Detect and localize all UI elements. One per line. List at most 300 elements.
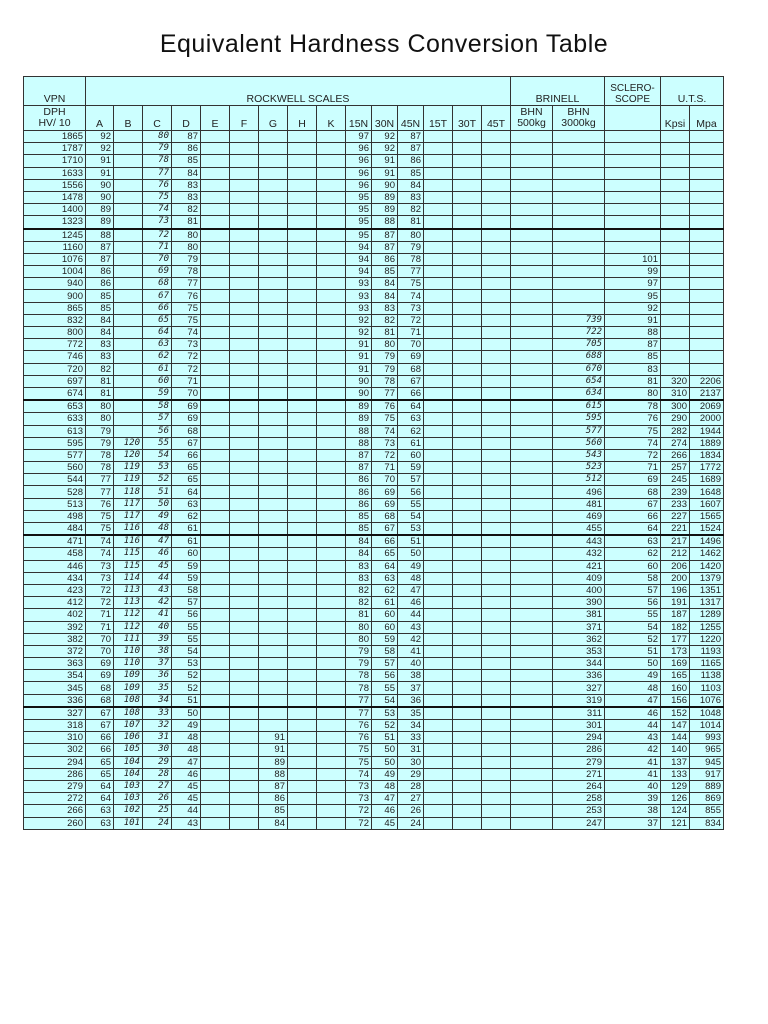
table-cell: 1565 [690, 510, 724, 522]
table-row [24, 375, 724, 387]
table-cell: 301 [553, 720, 605, 732]
table-cell [230, 216, 259, 229]
page-title: Equivalent Hardness Conversion Table [159, 30, 609, 58]
table-row [24, 437, 724, 449]
header-col-c: C [143, 106, 172, 131]
table-cell [690, 302, 724, 314]
table-cell [482, 584, 511, 596]
table-cell [482, 658, 511, 670]
table-cell [661, 179, 690, 191]
table-cell [259, 278, 288, 290]
table-cell [230, 437, 259, 449]
table-cell: 69 [86, 658, 114, 670]
table-cell: 37 [143, 658, 172, 670]
table-cell: 66 [398, 387, 424, 400]
table-cell [288, 131, 317, 143]
table-cell [424, 216, 453, 229]
table-cell [259, 241, 288, 253]
table-cell: 49 [172, 720, 201, 732]
table-cell: 35 [143, 682, 172, 694]
table-cell: 91 [372, 155, 398, 167]
table-cell: 80 [605, 387, 661, 400]
table-cell: 110 [114, 658, 143, 670]
table-cell [511, 216, 553, 229]
table-cell: 67 [398, 375, 424, 387]
table-cell: 1076 [24, 253, 86, 265]
table-cell: 106 [114, 732, 143, 744]
table-cell [482, 327, 511, 339]
table-cell [230, 548, 259, 560]
table-cell [230, 241, 259, 253]
table-cell [259, 413, 288, 425]
table-row [24, 572, 724, 584]
table-cell: 73 [86, 560, 114, 572]
table-cell: 65 [372, 548, 398, 560]
table-cell [201, 363, 230, 375]
table-cell: 152 [661, 707, 690, 720]
table-cell: 484 [24, 523, 86, 536]
table-cell: 42 [398, 633, 424, 645]
table-cell: 59 [172, 560, 201, 572]
table-cell: 697 [24, 375, 86, 387]
table-cell: 53 [172, 658, 201, 670]
header-col-15n: 15N [346, 106, 372, 131]
table-cell [317, 707, 346, 720]
table-cell: 88 [346, 425, 372, 437]
table-cell: 239 [661, 486, 690, 498]
table-cell [201, 167, 230, 179]
table-cell [288, 375, 317, 387]
table-cell: 48 [605, 682, 661, 694]
table-cell: 75 [346, 756, 372, 768]
table-cell: 118 [114, 486, 143, 498]
table-cell: 62 [605, 548, 661, 560]
table-cell [605, 131, 661, 143]
table-cell: 82 [398, 204, 424, 216]
table-cell: 129 [661, 780, 690, 792]
table-cell: 51 [143, 486, 172, 498]
table-cell [114, 314, 143, 326]
table-cell [511, 462, 553, 474]
table-cell [690, 339, 724, 351]
table-cell [201, 278, 230, 290]
table-cell: 32 [143, 720, 172, 732]
table-cell: 90 [346, 375, 372, 387]
table-cell [424, 351, 453, 363]
table-cell [201, 302, 230, 314]
table-cell [201, 548, 230, 560]
table-cell [259, 597, 288, 609]
table-cell [230, 535, 259, 548]
table-cell: 24 [143, 817, 172, 829]
table-cell: 61 [372, 597, 398, 609]
table-cell: 64 [86, 780, 114, 792]
table-cell [230, 204, 259, 216]
table-cell [605, 155, 661, 167]
table-cell: 1462 [690, 548, 724, 560]
table-cell: 64 [143, 327, 172, 339]
table-cell [690, 351, 724, 363]
table-cell: 577 [553, 425, 605, 437]
table-cell: 80 [86, 413, 114, 425]
table-cell: 34 [398, 720, 424, 732]
table-cell [690, 167, 724, 179]
table-cell: 294 [24, 756, 86, 768]
table-cell: 60 [372, 621, 398, 633]
table-cell: 51 [172, 694, 201, 707]
table-cell: 49 [398, 560, 424, 572]
table-cell [511, 179, 553, 191]
table-cell [511, 204, 553, 216]
table-cell: 319 [553, 694, 605, 707]
table-cell: 52 [605, 633, 661, 645]
table-cell [201, 645, 230, 657]
table-cell [453, 633, 482, 645]
table-cell [259, 535, 288, 548]
table-cell [511, 609, 553, 621]
table-cell: 75 [605, 425, 661, 437]
table-cell: 412 [24, 597, 86, 609]
table-cell: 1710 [24, 155, 86, 167]
table-cell: 85 [372, 266, 398, 278]
table-cell [317, 413, 346, 425]
table-cell [259, 387, 288, 400]
table-cell [424, 720, 453, 732]
table-cell [114, 155, 143, 167]
table-cell [317, 375, 346, 387]
table-cell: 1165 [690, 658, 724, 670]
table-cell [259, 204, 288, 216]
table-cell [482, 143, 511, 155]
table-cell [424, 131, 453, 143]
table-cell [482, 670, 511, 682]
table-cell [201, 387, 230, 400]
table-cell: 653 [24, 400, 86, 413]
table-cell: 1944 [690, 425, 724, 437]
table-cell [482, 375, 511, 387]
header-row-groups [24, 77, 724, 106]
table-cell: 77 [86, 474, 114, 486]
table-cell: 89 [259, 756, 288, 768]
table-cell [230, 744, 259, 756]
table-cell: 54 [605, 621, 661, 633]
table-cell [317, 597, 346, 609]
table-cell: 87 [398, 143, 424, 155]
table-cell: 48 [372, 780, 398, 792]
table-cell: 82 [346, 597, 372, 609]
table-cell: 56 [605, 597, 661, 609]
table-cell: 68 [86, 694, 114, 707]
table-cell: 271 [553, 768, 605, 780]
table-cell: 50 [605, 658, 661, 670]
table-cell: 1160 [24, 241, 86, 253]
table-cell: 95 [346, 204, 372, 216]
table-cell [453, 155, 482, 167]
table-cell [230, 621, 259, 633]
table-cell [690, 327, 724, 339]
table-cell: 73 [346, 780, 372, 792]
table-cell [230, 670, 259, 682]
table-cell [317, 609, 346, 621]
table-cell: 59 [372, 633, 398, 645]
table-cell [511, 400, 553, 413]
table-cell: 86 [86, 278, 114, 290]
table-cell: 62 [372, 584, 398, 596]
table-cell [453, 449, 482, 461]
table-row [24, 486, 724, 498]
table-cell [511, 290, 553, 302]
table-cell: 290 [661, 413, 690, 425]
table-cell: 79 [346, 658, 372, 670]
table-row [24, 387, 724, 400]
table-cell [201, 756, 230, 768]
table-cell [230, 167, 259, 179]
table-cell [230, 387, 259, 400]
table-cell: 66 [86, 732, 114, 744]
header-bhn-500-label: BHN [520, 106, 543, 118]
table-cell: 33 [143, 707, 172, 720]
table-cell: 71 [398, 327, 424, 339]
table-cell: 1193 [690, 645, 724, 657]
header-bhn-3000kg [553, 106, 605, 131]
table-cell [453, 523, 482, 536]
table-cell [453, 756, 482, 768]
table-cell [288, 597, 317, 609]
table-cell: 595 [24, 437, 86, 449]
table-cell [661, 143, 690, 155]
table-cell: 50 [143, 498, 172, 510]
table-cell: 103 [114, 780, 143, 792]
table-cell [511, 756, 553, 768]
table-cell: 1076 [690, 694, 724, 707]
table-cell [230, 131, 259, 143]
table-cell [482, 694, 511, 707]
table-cell: 41 [605, 768, 661, 780]
table-cell [288, 780, 317, 792]
table-cell [259, 609, 288, 621]
table-row [24, 535, 724, 548]
table-cell [511, 744, 553, 756]
table-cell [511, 523, 553, 536]
table-cell: 63 [398, 413, 424, 425]
header-col-45t: 45T [482, 106, 511, 131]
table-cell: 56 [172, 609, 201, 621]
table-cell [482, 266, 511, 278]
table-cell: 85 [172, 155, 201, 167]
table-cell [453, 658, 482, 670]
table-cell: 390 [553, 597, 605, 609]
table-cell [201, 780, 230, 792]
table-cell [661, 327, 690, 339]
table-cell: 126 [661, 793, 690, 805]
table-cell: 409 [553, 572, 605, 584]
table-cell [259, 548, 288, 560]
table-cell: 67 [86, 707, 114, 720]
table-cell: 69 [372, 486, 398, 498]
table-cell: 55 [605, 609, 661, 621]
table-cell [317, 805, 346, 817]
table-cell [114, 229, 143, 242]
table-cell: 61 [172, 535, 201, 548]
table-row [24, 204, 724, 216]
table-cell [230, 707, 259, 720]
table-cell [230, 609, 259, 621]
table-cell: 56 [143, 425, 172, 437]
table-cell: 87 [172, 131, 201, 143]
table-cell [482, 486, 511, 498]
table-cell [317, 363, 346, 375]
table-cell: 87 [346, 462, 372, 474]
table-cell [201, 670, 230, 682]
table-cell [230, 253, 259, 265]
table-cell [317, 387, 346, 400]
table-cell [317, 425, 346, 437]
table-cell [553, 204, 605, 216]
table-row [24, 302, 724, 314]
table-cell: 245 [661, 474, 690, 486]
table-cell: 41 [398, 645, 424, 657]
table-cell [482, 302, 511, 314]
table-cell [482, 548, 511, 560]
table-cell [201, 437, 230, 449]
table-cell [230, 229, 259, 242]
table-cell [201, 523, 230, 536]
table-cell: 70 [143, 253, 172, 265]
table-cell [511, 302, 553, 314]
table-cell: 77 [86, 486, 114, 498]
table-cell: 26 [398, 805, 424, 817]
table-row [24, 131, 724, 143]
table-cell [259, 253, 288, 265]
table-row [24, 413, 724, 425]
table-row [24, 510, 724, 522]
table-cell: 96 [346, 167, 372, 179]
table-cell: 56 [398, 486, 424, 498]
table-cell: 137 [661, 756, 690, 768]
table-cell [453, 474, 482, 486]
table-cell [259, 560, 288, 572]
table-cell: 84 [259, 817, 288, 829]
table-cell [511, 694, 553, 707]
table-cell [482, 167, 511, 179]
table-cell [317, 302, 346, 314]
table-cell: 71 [86, 609, 114, 621]
table-cell [230, 584, 259, 596]
table-cell [424, 437, 453, 449]
table-cell: 96 [346, 179, 372, 191]
table-cell [453, 229, 482, 242]
table-cell [288, 486, 317, 498]
table-cell: 191 [661, 597, 690, 609]
table-cell: 50 [172, 707, 201, 720]
table-cell: 227 [661, 510, 690, 522]
table-cell: 173 [661, 645, 690, 657]
table-cell: 88 [259, 768, 288, 780]
table-cell: 746 [24, 351, 86, 363]
table-cell [288, 817, 317, 829]
table-cell [482, 707, 511, 720]
table-cell: 1245 [24, 229, 86, 242]
table-cell [453, 167, 482, 179]
table-cell: 36 [398, 694, 424, 707]
table-cell: 82 [372, 314, 398, 326]
table-cell: 73 [143, 216, 172, 229]
table-cell [453, 351, 482, 363]
table-cell [317, 548, 346, 560]
table-cell: 45 [172, 793, 201, 805]
table-cell: 674 [24, 387, 86, 400]
header-col-f: F [230, 106, 259, 131]
table-cell [288, 387, 317, 400]
table-cell: 69 [143, 266, 172, 278]
table-cell [424, 584, 453, 596]
table-cell: 36 [143, 670, 172, 682]
table-cell [201, 327, 230, 339]
table-cell: 107 [114, 720, 143, 732]
table-cell: 363 [24, 658, 86, 670]
table-cell [511, 143, 553, 155]
table-cell: 372 [24, 645, 86, 657]
header-rockwell-scales: ROCKWELL SCALES [86, 77, 511, 106]
table-cell [317, 793, 346, 805]
table-cell: 286 [553, 744, 605, 756]
table-cell [288, 413, 317, 425]
table-cell [511, 449, 553, 461]
table-cell: 60 [372, 609, 398, 621]
table-cell: 77 [346, 707, 372, 720]
table-cell: 108 [114, 694, 143, 707]
table-cell [453, 413, 482, 425]
table-cell: 89 [86, 204, 114, 216]
table-cell [230, 560, 259, 572]
table-cell: 66 [605, 510, 661, 522]
table-cell: 37 [605, 817, 661, 829]
table-row [24, 339, 724, 351]
table-cell [482, 449, 511, 461]
table-cell [317, 682, 346, 694]
table-cell: 1689 [690, 474, 724, 486]
table-cell [605, 179, 661, 191]
table-cell [230, 645, 259, 657]
table-cell [201, 400, 230, 413]
table-cell [317, 768, 346, 780]
header-col-45n: 45N [398, 106, 424, 131]
table-cell [230, 351, 259, 363]
table-cell: 67 [172, 437, 201, 449]
table-cell [690, 278, 724, 290]
table-cell [690, 191, 724, 203]
table-cell [424, 732, 453, 744]
table-row [24, 363, 724, 375]
table-cell: 1648 [690, 486, 724, 498]
table-cell: 110 [114, 645, 143, 657]
table-cell [288, 425, 317, 437]
table-cell: 47 [398, 584, 424, 596]
table-cell: 720 [24, 363, 86, 375]
table-cell: 41 [143, 609, 172, 621]
table-cell: 80 [86, 400, 114, 413]
table-cell: 80 [172, 241, 201, 253]
table-cell [114, 351, 143, 363]
table-cell [511, 584, 553, 596]
table-cell: 74 [86, 535, 114, 548]
table-cell [288, 314, 317, 326]
header-col-15t: 15T [424, 106, 453, 131]
table-cell [230, 449, 259, 461]
table-cell: 300 [661, 400, 690, 413]
table-cell [482, 732, 511, 744]
table-cell: 38 [398, 670, 424, 682]
